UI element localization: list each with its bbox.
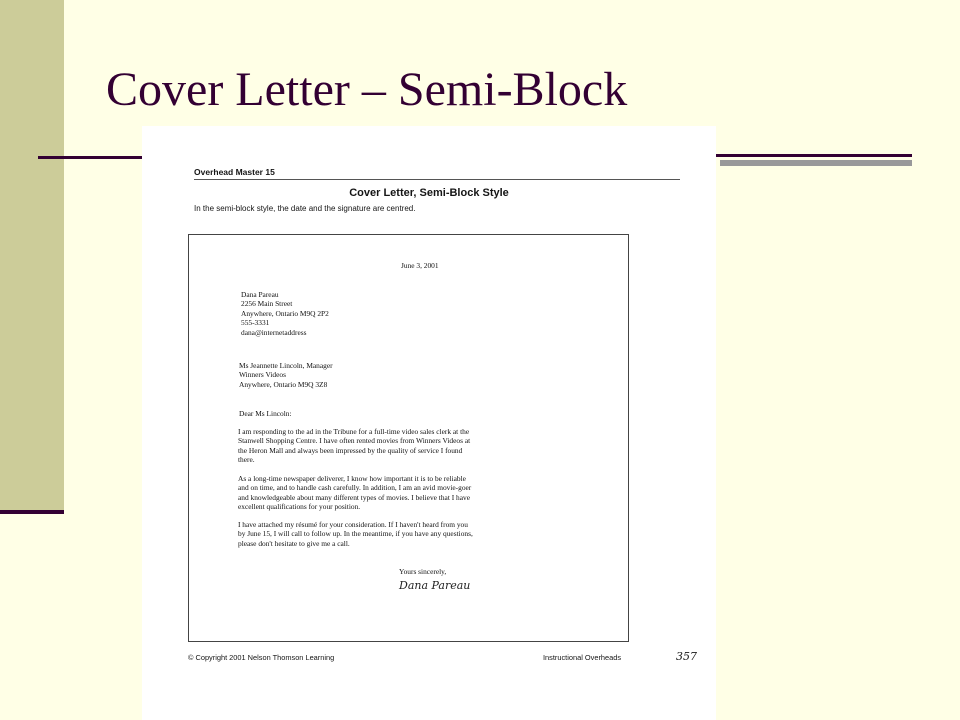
copyright-notice: © Copyright 2001 Nelson Thomson Learning	[188, 653, 335, 662]
footer-label: Instructional Overheads	[543, 653, 622, 662]
overhead-master-label: Overhead Master 15	[194, 167, 275, 177]
title-underline-right-shadow	[720, 160, 912, 166]
letter-closing: Yours sincerely,	[399, 567, 447, 576]
sender-address	[241, 290, 329, 337]
title-underline-left	[38, 156, 142, 159]
left-accent-rule	[0, 510, 64, 514]
sender-line: Dana Pareau	[241, 290, 279, 299]
sender-line: 2256 Main Street	[241, 299, 293, 309]
paragraph-line: and knowledgeable about many different types of movies. I believe that I have	[238, 492, 470, 502]
sender-line: Anywhere, Ontario M9Q 2P2	[241, 308, 329, 318]
sender-line: 555-3331	[241, 318, 270, 328]
sender-line: dana@internetaddress	[241, 327, 307, 337]
left-accent-bar	[0, 0, 64, 510]
letter-paragraph	[238, 474, 471, 512]
signature: Dana Pareau	[399, 579, 471, 592]
letter-paragraph	[238, 427, 470, 465]
paragraph-line: As a long-time newspaper deliverer, I know how important it is to be reliable	[238, 474, 466, 483]
paragraph-line: excellent qualifications for your position.	[238, 502, 361, 512]
scanned-document	[142, 126, 716, 720]
header-rule	[194, 179, 680, 180]
paragraph-line: I am responding to the ad in the Tribune for a full-time video sales clerk at the	[238, 427, 470, 436]
recipient-line: Winners Videos	[239, 370, 286, 380]
letter-paragraph	[238, 520, 473, 548]
page-number: 357	[676, 650, 697, 663]
paragraph-line: and on time, and to handle cash carefully. In addition, I am an avid movie-goer	[238, 483, 472, 493]
paragraph-line: please don't hesitate to give me a call.	[238, 538, 350, 548]
document-subtitle: In the semi-block style, the date and the signature are centred.	[194, 204, 416, 213]
paragraph-line: the Heron Mall and always been impressed by the quality of service I found	[238, 445, 463, 455]
paragraph-line: Stanwell Shopping Centre. I have often rented movies from Winners Videos at	[238, 436, 471, 446]
document-title: Cover Letter, Semi-Block Style	[349, 187, 509, 199]
sample-letter	[188, 234, 629, 642]
title-underline-right	[716, 154, 912, 157]
paragraph-line: by June 15, I will call to follow up. In the meantime, if you have any questions,	[238, 529, 473, 539]
recipient-line: Anywhere, Ontario M9Q 3Z8	[239, 379, 328, 389]
slide-title: Cover Letter – Semi-Block	[106, 63, 628, 116]
recipient-line: Ms Jeannette Lincoln, Manager	[239, 361, 333, 370]
recipient-address	[239, 361, 333, 389]
letter-date: June 3, 2001	[401, 261, 439, 270]
salutation: Dear Ms Lincoln:	[239, 409, 292, 418]
paragraph-line: there.	[238, 455, 255, 465]
paragraph-line: I have attached my résumé for your consideration. If I haven't heard from you	[238, 520, 468, 529]
